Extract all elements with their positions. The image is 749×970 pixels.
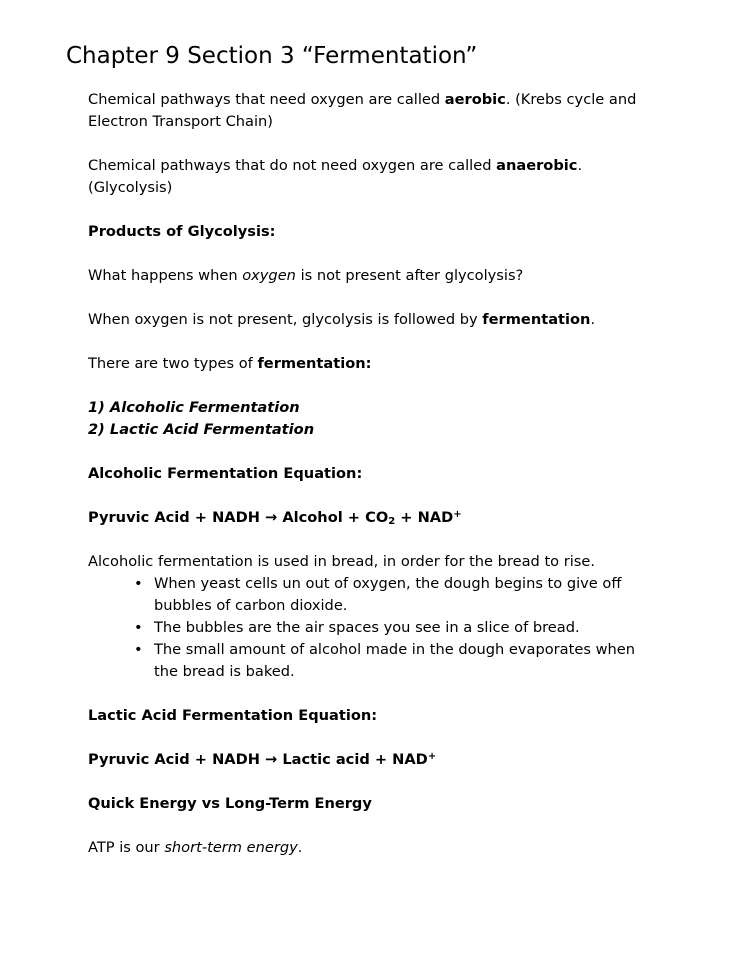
atp-term: short-term energy xyxy=(164,839,298,856)
atp-paragraph xyxy=(88,837,658,859)
fermentation-type-2: 2) Lactic Acid Fermentation xyxy=(88,421,315,438)
bullet-icon: • xyxy=(134,641,143,658)
page-title: Chapter 9 Section 3 “Fermentation” xyxy=(66,43,478,69)
question-text-after: is not present after glycolysis? xyxy=(295,267,524,284)
oxygen-question xyxy=(88,265,658,287)
alcoholic-equation xyxy=(88,507,658,529)
lactic-heading: Lactic Acid Fermentation Equation: xyxy=(88,707,378,724)
fermentation-followup xyxy=(88,309,658,331)
energy-heading: Quick Energy vs Long-Term Energy xyxy=(88,795,372,812)
alcoholic-eq-right-b: + NAD xyxy=(395,509,454,526)
question-term: oxygen xyxy=(242,267,296,284)
nad-superscript: + xyxy=(427,751,437,762)
lactic-eq-right: Lactic acid + NAD xyxy=(277,751,428,768)
atp-text-before: ATP is our xyxy=(88,839,165,856)
two-types-text-before: There are two types of xyxy=(88,355,258,372)
list-item xyxy=(88,639,658,683)
anaerobic-term: anaerobic xyxy=(496,157,578,174)
followed-term: fermentation xyxy=(482,311,591,328)
bullet-icon: • xyxy=(134,575,143,592)
alcoholic-eq-left: Pyruvic Acid + NADH xyxy=(88,509,266,526)
list-item-text: When yeast cells un out of oxygen, the dough begins to give off bubbles of carbon dioxide. xyxy=(154,575,622,614)
nad-superscript: + xyxy=(453,509,462,520)
aerobic-term: aerobic xyxy=(444,91,506,108)
two-types-paragraph xyxy=(88,353,658,375)
bullet-icon: • xyxy=(134,619,143,636)
aerobic-text-before: Chemical pathways that need oxygen are called xyxy=(88,91,445,108)
co2-subscript: 2 xyxy=(388,516,396,527)
bread-bullet-list xyxy=(88,573,658,683)
aerobic-text-after: . (Krebs cycle and Electron Transport Chain) xyxy=(88,91,637,130)
bread-intro: Alcoholic fermentation is used in bread, in order for the bread to rise. xyxy=(88,553,596,570)
followed-text-before: When oxygen is not present, glycolysis is followed by xyxy=(88,311,483,328)
anaerobic-paragraph xyxy=(88,155,658,199)
lactic-equation xyxy=(88,749,658,771)
list-item-text: The bubbles are the air spaces you see in a slice of bread. xyxy=(154,619,580,636)
anaerobic-text-before: Chemical pathways that do not need oxygen are called xyxy=(88,157,497,174)
aerobic-paragraph xyxy=(88,89,658,133)
list-item xyxy=(88,573,658,617)
products-heading: Products of Glycolysis: xyxy=(88,223,276,240)
list-item-text: The small amount of alcohol made in the dough evaporates when the bread is baked. xyxy=(154,641,635,680)
two-types-term: fermentation: xyxy=(257,355,372,372)
atp-text-after: . xyxy=(297,839,303,856)
alcoholic-eq-right-a: Alcohol + CO xyxy=(277,509,389,526)
fermentation-type-1: 1) Alcoholic Fermentation xyxy=(88,399,300,416)
arrow-icon: → xyxy=(265,509,278,526)
lactic-eq-left: Pyruvic Acid + NADH xyxy=(88,751,266,768)
arrow-icon: → xyxy=(265,751,278,768)
list-item xyxy=(88,617,658,639)
anaerobic-text-after: . (Glycolysis) xyxy=(88,157,583,196)
question-text-before: What happens when xyxy=(88,267,243,284)
followed-text-after: . xyxy=(590,311,596,328)
alcoholic-heading: Alcoholic Fermentation Equation: xyxy=(88,465,363,482)
